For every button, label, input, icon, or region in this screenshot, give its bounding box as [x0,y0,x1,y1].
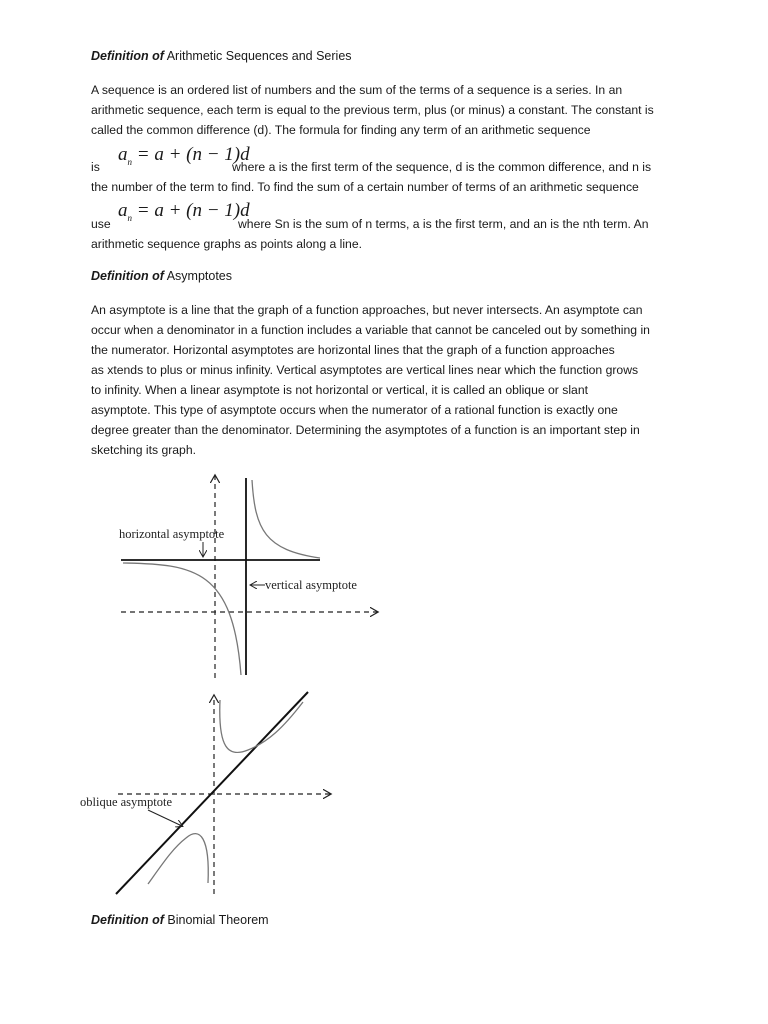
formula-line-1 [91,160,100,174]
heading-arithmetic [91,48,352,64]
curve-right-branch [252,480,320,558]
curve-lower-branch [148,834,208,884]
heading-asymptotes [91,268,232,284]
paragraph-line: arithmetic sequence graphs as points along a line. [91,237,362,251]
sum-formula: $a_n = a + (n - 1)d$ [118,200,250,223]
heading-title: Asymptotes [166,269,233,283]
heading-prefix: Definition of [91,913,164,927]
paragraph-line: asymptote. This type of asymptote occurs when the numerator of a rational function is exactly one [91,403,618,417]
use-label: use [91,217,111,231]
heading-binomial [91,912,269,928]
paragraph-line: called the common difference (d). The formula for finding any term of an arithmetic sequence [91,123,591,137]
paragraph-line: degree greater than the denominator. Determining the asymptotes of a function is an important step in [91,423,640,437]
curve-left-branch [123,563,241,675]
heading-prefix: Definition of [91,49,164,63]
oblique-asymptote-line [116,692,308,894]
label-oblique-asymptote: oblique asymptote [80,795,172,809]
arrow-oblique [148,810,182,826]
paragraph-line: occur when a denominator in a function includes a variable that cannot be canceled out by something in [91,323,650,337]
paragraph-line: An asymptote is a line that the graph of a function approaches, but never intersects. An asymptote can [91,303,643,317]
formula-line-1-rest [232,160,651,174]
paragraph-line-7 [91,237,362,251]
paragraph-line-5 [91,180,639,194]
paragraph-line: arithmetic sequence, each term is equal to the previous term, plus (or minus) a constant. The constant is [91,103,654,117]
label-horizontal-asymptote: horizontal asymptote [119,527,225,541]
heading-title: Arithmetic Sequences and Series [166,49,352,63]
formula-explanation: where a is the first term of the sequence, d is the common difference, and n is [232,160,652,174]
nth-term-formula: $a_n = a + (n - 1)d$ [118,144,250,167]
arithmetic-paragraph [91,80,691,140]
paragraph-line: the numerator. Horizontal asymptotes are horizontal lines that the graph of a function approaches [91,343,615,357]
is-label: is [91,160,100,174]
paragraph-line: as xtends to plus or minus infinity. Vertical asymptotes are vertical lines near which the function grows [91,363,639,377]
paragraph-line: to infinity. When a linear asymptote is not horizontal or vertical, it is called an oblique or slant [91,383,588,397]
label-vertical-asymptote: vertical asymptote [265,578,357,592]
figure-oblique-asymptote [78,688,338,898]
curve-upper-branch [220,700,303,752]
formula-explanation-2: where Sn is the sum of n terms, a is the first term, and an is the nth term. An [238,217,649,231]
asymptotes-paragraph [91,300,691,460]
paragraph-line: the number of the term to find. To find the sum of a certain number of terms of an arithmetic sequence [91,180,639,194]
formula-line-2-rest [238,217,649,231]
figure-horizontal-vertical-asymptotes [115,470,385,680]
paragraph-line: sketching its graph. [91,443,197,457]
heading-title: Binomial Theorem [167,913,269,927]
formula-line-2 [91,217,111,231]
heading-prefix: Definition of [91,269,164,283]
paragraph-line: A sequence is an ordered list of numbers and the sum of the terms of a sequence is a series. In an [91,83,623,97]
